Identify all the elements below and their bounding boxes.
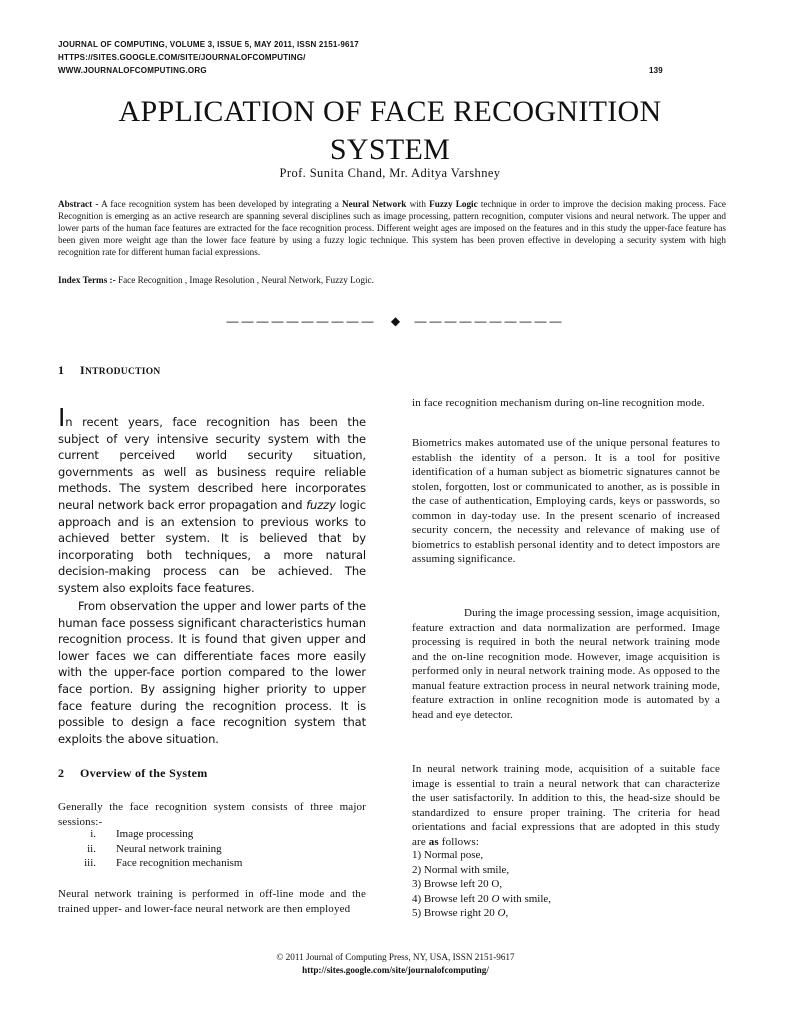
section-separator: —————————— ◆ —————————— [226,314,565,328]
sessions-list [58,827,366,871]
list-item: iii. Face recognition mechanism [84,857,243,869]
diamond-icon: ◆ [390,314,401,328]
paper-authors: Prof. Sunita Chand, Mr. Aditya Varshney [279,166,501,180]
footer-copyright: © 2011 Journal of Computing Press, NY, USA, ISSN 2151-9617 [276,952,515,962]
drop-cap: I [58,403,66,432]
intro-paragraph-2: From observation the upper and lower parts of the human face possess significant characteristics human recognition process. It is found that given upper and lower faces we can differentiate faces more easily with the upper-face portion compared to the lower face portion. By assigning higher priority to upper face feature during the recognition process. It is possible to design a face recognition system that exploits the above situation. [58,599,366,746]
index-terms: Index Terms :- Face Recognition , Image Resolution , Neural Network, Fuzzy Logic. [58,275,374,285]
overview-paragraph: Neural network training is performed in off-line mode and the trained upper- and lower-face neural network are then employed [58,888,366,915]
list-item: 2) Normal with smile, [412,863,510,876]
index-terms-label: Index Terms :- [58,275,116,285]
abstract-label: Abstract - [58,199,99,209]
footer-url: http://sites.google.com/site/journalofcomputing/ [302,965,489,975]
right-paragraph-1: in face recognition mechanism during on-line recognition mode. [412,397,705,409]
paper-title-line1: APPLICATION OF FACE RECOGNITION [118,95,662,128]
section-1-heading: 1 INTRODUCTION [58,363,161,377]
right-paragraph-2: Biometrics makes automated use of the unique personal features to establish the identity of a person. It is a tool for positive identification of a human subject as biometric signatures cannot be stolen, forgotten, lost or communicated to another, as is possible in the case of authentication, Employing cards, keys or passwords, so common in day-today use. In the present scenario of increased security concern, the necessity and relevance of making use of biometrics to establish personal identity and to detect impostors are assuming significance. [412,437,720,565]
journal-header-line3: WWW.JOURNALOFCOMPUTING.ORG [58,66,207,75]
right-paragraph-4: In neural network training mode, acquisition of a suitable face image is essential to train a neural network that can characterize the user satisfactorily. In addition to this, the head-size should be standardized to ensure proper training. The criteria for head orientations and facial expressions that are adopted in this study are as follows: [412,763,720,848]
pose-list [412,848,720,921]
list-item: i. Image processing [90,828,194,840]
journal-header-line1: JOURNAL OF COMPUTING, VOLUME 3, ISSUE 5, MAY 2011, ISSN 2151-9617 [58,40,359,49]
overview-intro: Generally the face recognition system consists of three major sessions:- [58,801,366,828]
list-item: 3) Browse left 20 O, [412,878,503,890]
list-item: 5) Browse right 20 O, [412,907,509,919]
list-item: 1) Normal pose, [412,849,484,861]
section-2-heading: 2 Overview of the System [58,766,208,780]
page-number: 139 [649,66,663,75]
paper-title-line2: SYSTEM [329,133,451,166]
list-item: 4) Browse left 20 O with smile, [412,892,552,905]
journal-header-line2: HTTPS://SITES.GOOGLE.COM/SITE/JOURNALOFCOMPUTING/ [58,53,306,62]
right-paragraph-3: During the image processing session, image acquisition, feature extraction and data normalization are performed. Image processing is required in both the neural network training mode and the on-line recognition mode. However, image acquisition is performed only in neural network training mode. As opposed to the manual feature extraction process in neural network training mode, feature extraction in online recognition mode is automated by a head and eye detector. [412,607,720,721]
abstract: Abstract - A face recognition system has been developed by integrating a Neural Network with Fuzzy Logic technique in order to improve the decision making process. Face Recognition is emerging as an active research are spanning several disciplines such as image processing, pattern recognition, computer visions and neural network. The upper and lower parts of the human face features are extracted for the face recognition process. Different weight ages are imposed on the features and in this study the upper-face feature has been given more weight age than the lower face feature by using a fuzzy logic technique. This system has been proven effective in developing a security system with high recognition rate for different human facial expressions. [58,199,726,257]
list-item: ii. Neural network training [87,842,222,855]
intro-paragraph-1: In recent years, face recognition has been the subject of very intensive security system with the current perceived world security situation, governments as well as business require reliable methods. The system described here incorporates neural network back error propagation and fuzzy logic approach and is an extension to previous works to achieved better system. It is believed that by incorporating both techniques, a more natural decision-making process can be achieved. The system also exploits face features. [58,403,366,595]
